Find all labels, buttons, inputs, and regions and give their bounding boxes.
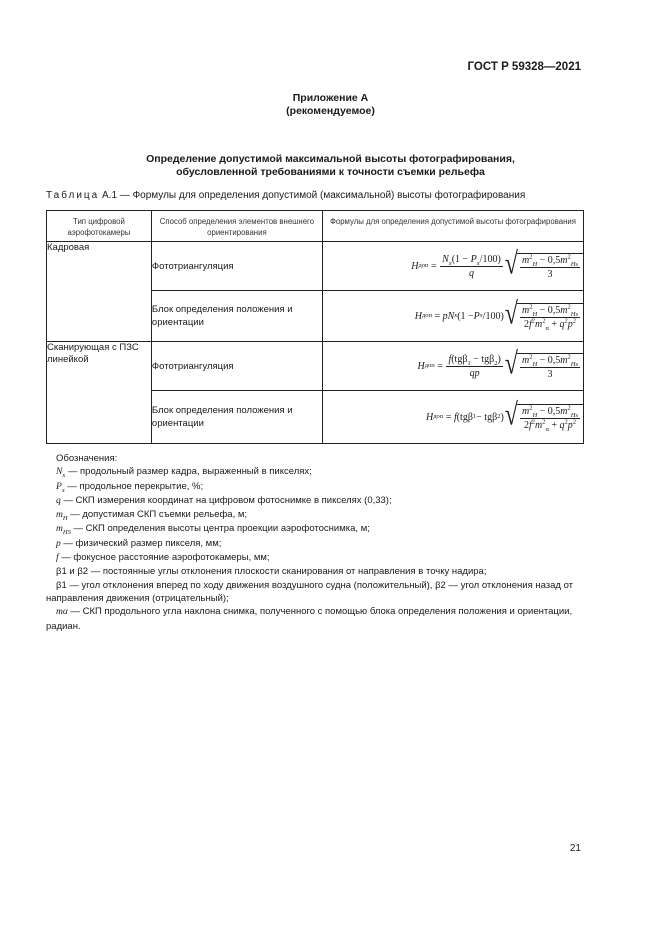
formula-cell — [322, 242, 583, 291]
page-number: 21 — [569, 843, 581, 854]
section-title-line1: Определение допустимой максимальной высоты фотографирования, — [146, 153, 515, 165]
caption-number: А.1 — [102, 190, 118, 201]
list-item: q — СКП измерения координат на цифровом фотоснимке в пикселях (0,33); — [56, 494, 392, 506]
camera-type-frame: Кадровая — [47, 242, 152, 342]
formula-1: H доп = $\frac{N_x(1 - P_x/100)}{q}$ √ $\frac{m^2_H - 0,5m^2_{Hs}}{3}$ — [411, 253, 583, 280]
formula-4: H доп = f (tgβ 1 − tgβ 2 ) √ $\frac{m^2_H - 0,5m^2_{Hs}}{2f^2m^2_\alpha + q^2p^2}$ — [426, 404, 583, 431]
method-cell: Фототриангуляция — [151, 242, 322, 291]
method-cell: Блок определения положения и ориентации — [151, 291, 322, 342]
table-header-row — [47, 211, 584, 242]
list-item: β1 — угол отклонения вперед по ходу движения воздушного судна (положительный), β2 — угол отклонения назад от направления движения (отрицательный); — [46, 579, 574, 604]
notation-list — [46, 452, 584, 633]
list-item: p — физический размер пикселя, мм; — [56, 537, 222, 549]
list-item: $P_x$ — продольное перекрытие, %; — [56, 480, 204, 494]
camera-type-scanning: Сканирующая с ПЗС линейкой — [47, 342, 152, 444]
table-row — [47, 342, 584, 391]
formula-cell — [322, 291, 583, 342]
table-caption — [46, 190, 525, 201]
list-item: $m_{HS}$ — СКП определения высоты центра проекции аэрофотоснимка, м; — [56, 523, 370, 537]
table-row — [47, 242, 584, 291]
section-title-line2: обусловленной требованиями к точности съемки рельефа — [176, 166, 485, 178]
formula-table — [46, 210, 584, 444]
formula-cell — [322, 342, 583, 391]
caption-text: — Формулы для определения допустимой (максимальной) высоты фотографирования — [117, 190, 526, 201]
list-item: β1 и β2 — постоянные углы отклонения плоскости сканирования от направления в точку надира; — [56, 566, 487, 578]
appendix-title: Приложение А — [292, 92, 369, 104]
notation-heading: Обозначения: — [56, 453, 118, 464]
method-cell: Блок определения положения и ориентации — [151, 391, 322, 444]
header-formula: Формулы для определения допустимой высоты фотографирования — [322, 211, 583, 242]
formula-3: H доп = $\frac{f(tg\beta_1 - tg\beta_2)}{qp}$ √ $\frac{m^2_H - 0,5m^2_{Hs}}{3}$ — [418, 353, 583, 380]
list-item: mα — СКП продольного угла наклона снимка, полученного с помощью блока определения положения и ориентации, радиан. — [46, 606, 573, 632]
list-item: $m_H$ — допустимая СКП съемки рельефа, м; — [56, 509, 248, 523]
formula-cell — [322, 391, 583, 444]
list-item: f — фокусное расстояние аэрофотокамеры, мм; — [56, 552, 270, 564]
appendix-subtitle: (рекомендуемое) — [286, 105, 375, 117]
standard-number: ГОСТ Р 59328—2021 — [467, 61, 581, 73]
list-item: $N_x$ — продольный размер кадра, выраженный в пикселях; — [56, 466, 312, 480]
caption-label: Таблица — [46, 190, 100, 201]
header-method: Способ определения элементов внешнего ориентирования — [151, 211, 322, 242]
header-camera-type: Тип цифровой аэрофотокамеры — [47, 211, 152, 242]
formula-2: H доп = pN x (1 − P x /100) √ $\frac{m^2_H - 0,5m^2_{Hs}}{2f^2m^2_\alpha + q^2p^2}$ — [415, 303, 583, 330]
method-cell: Фототриангуляция — [151, 342, 322, 391]
